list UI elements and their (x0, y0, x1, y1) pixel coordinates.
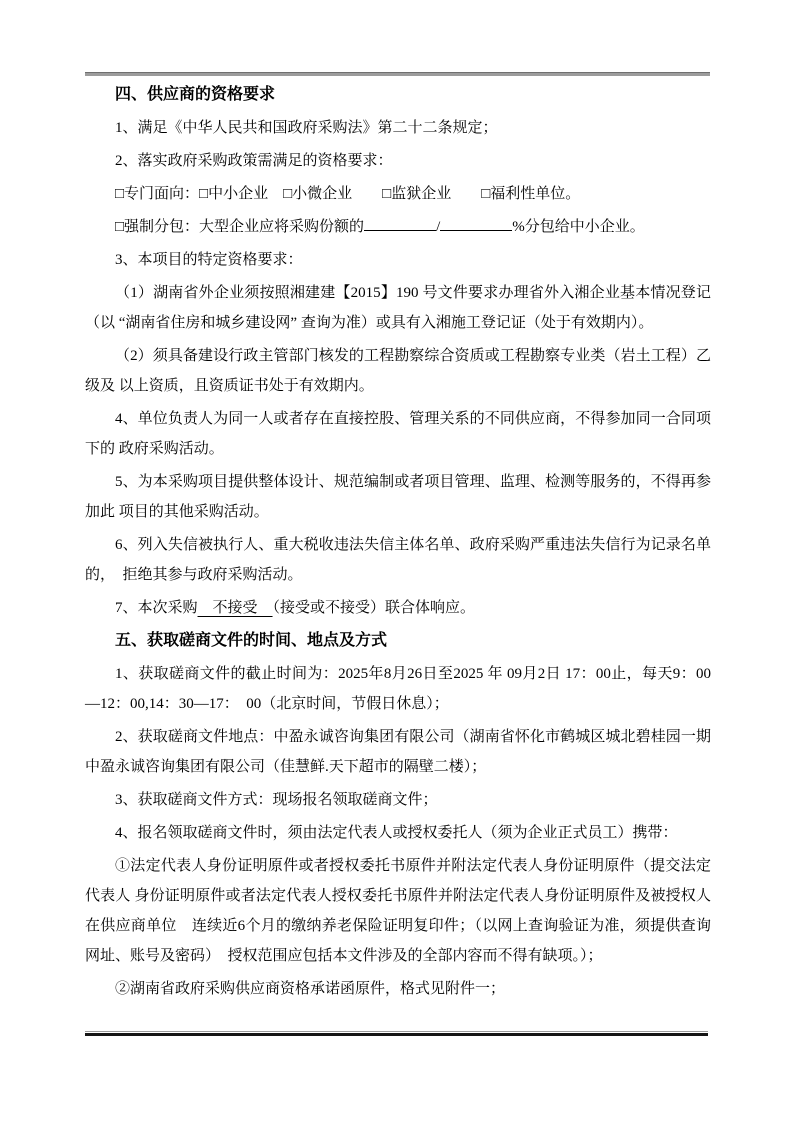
item-2-location: 2、获取磋商文件地点：中盈永诚咨询集团有限公司（湖南省怀化市鹤城区城北碧桂园一期中盈永诚咨询集团有限公司（佳慧鲜.天下超市的隔壁二楼）； (85, 729, 711, 775)
section-five-heading: 五、获取磋商文件的时间、地点及方式 (115, 632, 388, 649)
item-5-service-provider-restriction: 5、为本采购项目提供整体设计、规范编制或者项目管理、监理、检测等服务的，不得再参加此 项目的其他采购活动。 (85, 474, 711, 520)
fill-in-blank-2 (440, 216, 512, 231)
item-4-sub-2-commitment-letter: ②湖南省政府采购供应商资格承诺函原件，格式见附件一； (115, 981, 506, 997)
item-4-same-responsible-person: 4、单位负责人为同一人或者存在直接控股、管理关系的不同供应商，不得参加同一合同项下的 政府采购活动。 (85, 411, 711, 457)
consortium-answer-underlined: 不接受 (197, 600, 273, 616)
consortium-prefix: 7、本次采购 (115, 600, 198, 616)
subcontract-suffix: %分包给中小企业。 (512, 219, 645, 235)
subcontract-prefix: □强制分包：大型企业应将采购份额的 (115, 219, 365, 235)
item-7-consortium (85, 593, 711, 623)
subcontract-slash: / (436, 219, 441, 235)
item-3-specific-requirements: 3、本项目的特定资格要求： (115, 252, 303, 268)
item-2-checkbox-subcontract (85, 212, 711, 242)
consortium-suffix: （接受或不接受）联合体响应。 (272, 600, 476, 616)
section-four-heading: 四、供应商的资格要求 (115, 86, 276, 103)
item-6-dishonesty-list: 6、列入失信被执行人、重大税收违法失信主体名单、政府采购严重违法失信行为记录名单的， 拒绝其参与政府采购活动。 (85, 537, 711, 583)
item-2-checkbox-targeted: □专门面向：□中小企业 □小微企业 □监狱企业 □福利性单位。 (115, 186, 581, 202)
item-2-policy-requirements: 2、落实政府采购政策需满足的资格要求： (115, 153, 393, 169)
document-content (85, 80, 711, 1007)
item-1-deadline: 1、获取磋商文件的截止时间为：2025年8月26日至2025 年 09月2日 17：00止，每天9：00—12：00,14：30—17： 00（北京时间，节假日休息）； (85, 666, 711, 712)
item-3-method: 3、获取磋商文件方式：现场报名领取磋商文件； (115, 792, 438, 808)
header-rule (85, 72, 710, 76)
item-4-registration-requirements: 4、报名领取磋商文件时，须由法定代表人或授权委托人（须为企业正式员工）携带： (115, 825, 678, 841)
item-3-sub-2-survey-qualification: （2）须具备建设行政主管部门核发的工程勘察综合资质或工程勘察专业类（岩土工程）乙级及 以上资质，且资质证书处于有效期内。 (85, 348, 711, 394)
footer-rule (85, 1031, 708, 1036)
item-1-law-compliance: 1、满足《中华人民共和国政府采购法》第二十二条规定； (115, 120, 498, 136)
fill-in-blank-1 (364, 216, 436, 231)
item-3-sub-1-hunan-registration: （1）湖南省外企业须按照湘建建【2015】190 号文件要求办理省外入湘企业基本情况登记（以 “湖南省住房和城乡建设网” 查询为准）或具有入湘施工登记证（处于有效期内）。 (85, 285, 711, 331)
item-4-sub-1-legal-representative-documents: ①法定代表人身份证明原件或者授权委托书原件并附法定代表人身份证明原件（提交法定代表人 身份证明原件或者法定代表人授权委托书原件并附法定代表人身份证明原件及被授权人在供应商单位 连续近6个月的缴纳养老保险证明复印件；（以网上查询验证为准，须提供查询网址、账号及密码） 授权范围应包括本文件涉及的全部内容而不得有缺项。）； (85, 858, 711, 964)
